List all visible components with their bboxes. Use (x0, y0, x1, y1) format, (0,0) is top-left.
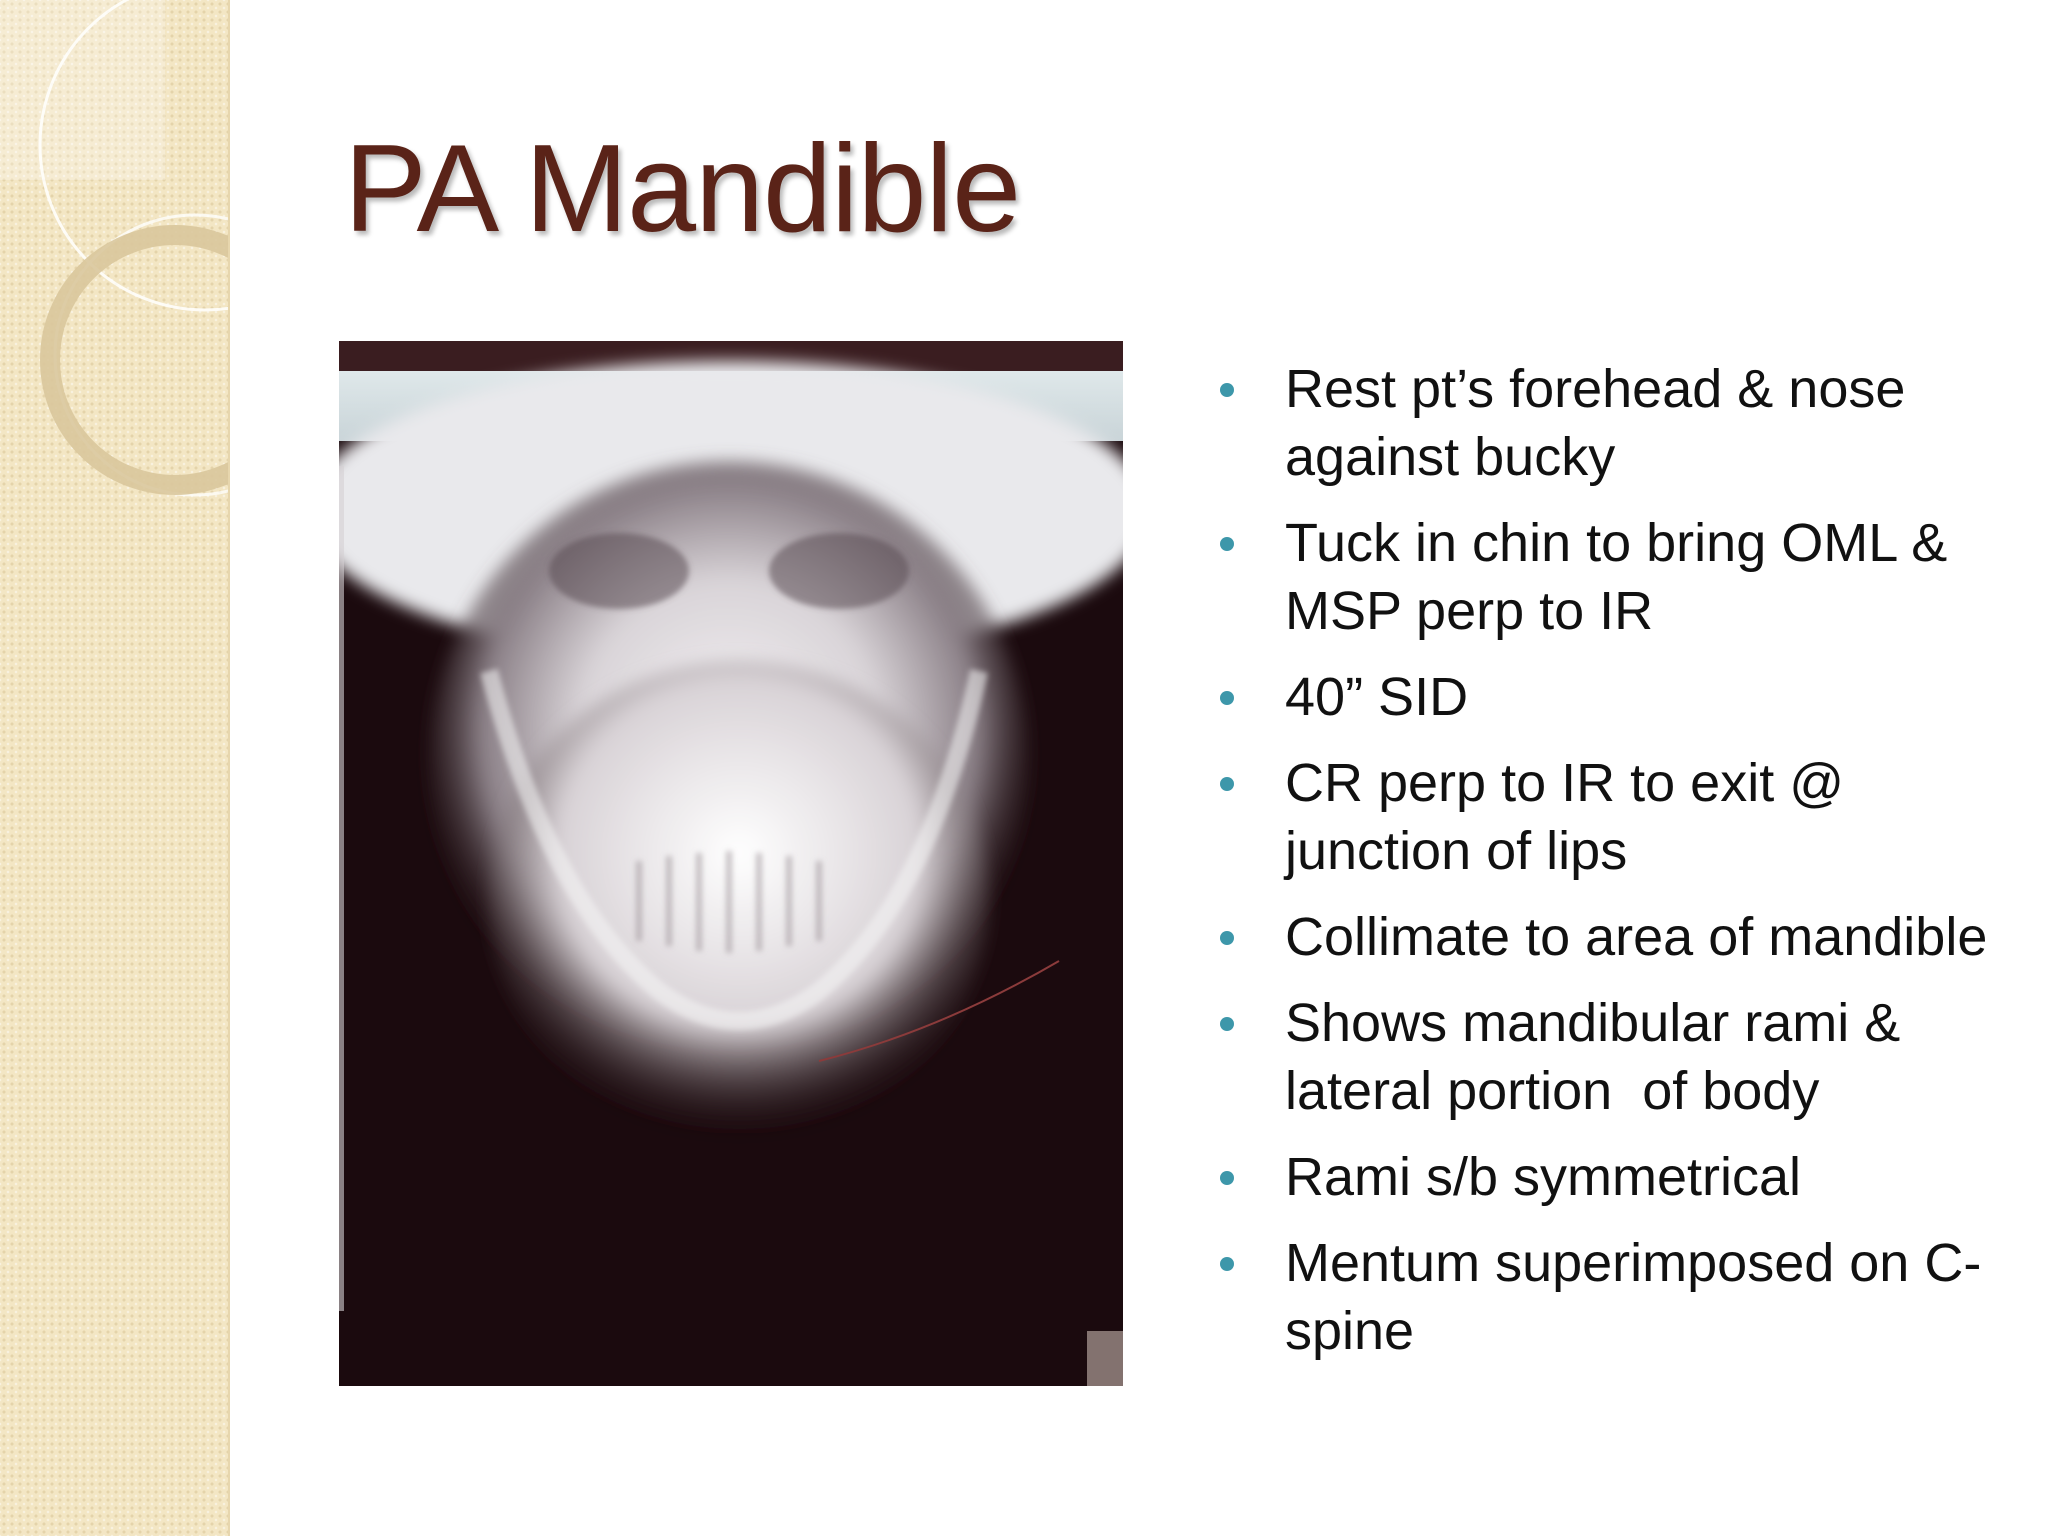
bullet-text: Shows mandibular rami & lateral portion of body (1285, 993, 1916, 1121)
bullet-dot-icon (1220, 1257, 1234, 1271)
bullet-dot-icon (1220, 1017, 1234, 1031)
bullet-dot-icon (1220, 383, 1234, 397)
list-item (1220, 749, 2000, 885)
bullet-dot-icon (1220, 931, 1234, 945)
list-item (1220, 355, 2000, 491)
bullet-list (1220, 355, 2000, 1383)
list-item (1220, 1143, 2000, 1211)
list-item (1220, 1229, 2000, 1365)
bullet-text: Mentum superimposed on C-spine (1285, 1233, 1982, 1361)
list-item (1220, 989, 2000, 1125)
decorative-side-band (0, 0, 230, 1536)
bullet-dot-icon (1220, 691, 1234, 705)
bullet-text: Tuck in chin to bring OML & MSP perp to IR (1285, 513, 1963, 641)
slide-title: PA Mandible (344, 120, 1021, 258)
decorative-rings-icon (0, 0, 228, 520)
bullet-dot-icon (1220, 1171, 1234, 1185)
list-item (1220, 903, 2000, 971)
bullet-text: CR perp to IR to exit @ junction of lips (1285, 753, 1860, 881)
bullet-text: 40” SID (1285, 667, 1469, 727)
bullet-text: Rest pt’s forehead & nose against bucky (1285, 359, 1921, 487)
xray-image (339, 341, 1123, 1386)
list-item (1220, 663, 2000, 731)
bullet-text: Collimate to area of mandible (1285, 907, 1988, 967)
bullet-dot-icon (1220, 777, 1234, 791)
bullet-dot-icon (1220, 537, 1234, 551)
list-item (1220, 509, 2000, 645)
bullet-text: Rami s/b symmetrical (1285, 1147, 1802, 1207)
